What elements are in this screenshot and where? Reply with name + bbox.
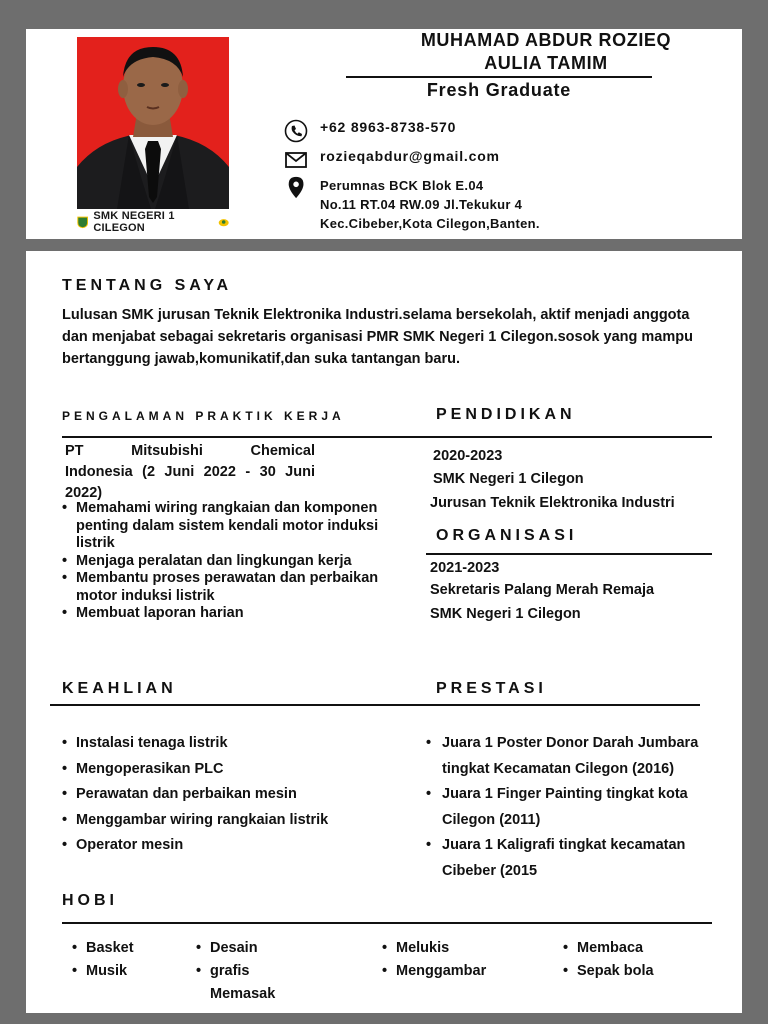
list-item: • Juara 1 Kaligrafi tingkat kecamatan Cibeber (2015 [426,833,728,884]
email-address: rozieqabdur@gmail.com [320,148,500,164]
list-item: • Mengoperasikan PLC [62,757,392,783]
list-item: • Basket [72,937,182,960]
list-item: • Instalasi tenaga listrik [62,731,392,757]
list-item: • Perawatan dan perbaikan mesin [62,782,392,808]
list-item: • Menggambar wiring rangkaian listrik [62,808,392,834]
hobbies-col-1 [72,937,182,983]
hobbies-col-3 [382,937,542,983]
about-title: TENTANG SAYA [62,277,233,294]
address-line-3: Kec.Cibeber,Kota Cilegon,Banten. [320,216,540,231]
hobbies-title: HOBI [62,892,118,909]
list-item: • Juara 1 Poster Donor Darah Jumbara tingkat Kecamatan Cilegon (2016) [426,731,728,782]
education-years: 2020-2023 [433,448,503,464]
mail-icon [284,148,310,172]
about-text: Lulusan SMK jurusan Teknik Elektronika Industri.selama bersekolah, aktif menjadi anggota dan menjabat sebagai sekretaris organisasi PMR SMK Negeri 1 Cilegon.sosok yang mampu bertanggung jawab,komunikatif,dan suka tantangan baru. [62,307,693,367]
achievements-title: PRESTASI [436,680,547,697]
skills-list [62,731,392,859]
name-line-2: AULIA TAMIM [484,53,608,73]
hobbies-col-4 [563,937,713,983]
company-line-2: Indonesia (2 Juni 2022 - 30 Juni [65,464,315,480]
hobbies-divider [62,922,712,924]
organization-divider [426,553,712,555]
list-item: • Desain [196,937,326,960]
phone-row [284,119,456,143]
address-row [284,176,540,233]
experience-title: PENGALAMAN PRAKTIK KERJA [62,409,345,423]
hobbies-col-2 [196,937,326,983]
location-pin-icon [284,176,310,200]
organization-role: Sekretaris Palang Merah Remaja [430,582,655,598]
address [320,176,540,233]
list-item: • Membaca [563,937,713,960]
list-item: • Memahami wiring rangkaian dan komponen penting dalam sistem kendali motor induksi listrik [62,500,412,553]
education-divider [414,436,712,438]
list-item: • Menggambar [382,960,542,983]
company-line-3: 2022) [65,485,103,501]
list-item: • grafis [196,960,326,983]
achievements-list [426,731,728,884]
education-major: Jurusan Teknik Elektronika Industri [430,495,675,511]
hobby-extra: Memasak [210,986,276,1002]
phone-number: +62 8963-8738-570 [320,119,457,135]
skills-divider [50,704,700,706]
name-divider [346,76,652,78]
header-card [26,29,742,239]
address-line-1: Perumnas BCK Blok E.04 [320,178,484,193]
experience-list [62,500,412,623]
school-emblem-right-icon [218,215,229,229]
list-item: • Membantu proses perawatan dan perbaikan motor induksi listrik [62,570,412,605]
list-item: • Operator mesin [62,833,392,859]
organization-years: 2021-2023 [430,560,500,576]
list-item: • Membuat laporan harian [62,605,412,623]
list-item: • Juara 1 Finger Painting tingkat kota Cilegon (2011) [426,782,728,833]
school-badge [77,209,229,235]
education-title: PENDIDIKAN [436,406,576,423]
list-item: • Melukis [382,937,542,960]
school-badge-text: SMK NEGERI 1 CILEGON [93,210,175,234]
company-line-1: PT Mitsubishi Chemical [65,443,315,459]
name-line-1: MUHAMAD ABDUR ROZIEQ [420,30,672,50]
profile-photo [77,37,229,209]
phone-icon [284,119,310,143]
full-name [346,29,746,75]
job-title: Fresh Graduate [426,80,572,100]
organization-school: SMK Negeri 1 Cilegon [430,606,581,622]
list-item: • Musik [72,960,182,983]
body-card [26,251,742,1013]
email-row [284,148,500,172]
list-item: • Menjaga peralatan dan lingkungan kerja [62,553,412,571]
list-item: • Sepak bola [563,960,713,983]
organization-title: ORGANISASI [436,527,578,544]
experience-company [65,441,315,504]
education-school: SMK Negeri 1 Cilegon [433,471,584,487]
skills-title: KEAHLIAN [62,680,177,697]
school-emblem-icon [77,215,88,229]
experience-divider [62,436,414,438]
address-line-2: No.11 RT.04 RW.09 Jl.Tekukur 4 [320,197,523,212]
